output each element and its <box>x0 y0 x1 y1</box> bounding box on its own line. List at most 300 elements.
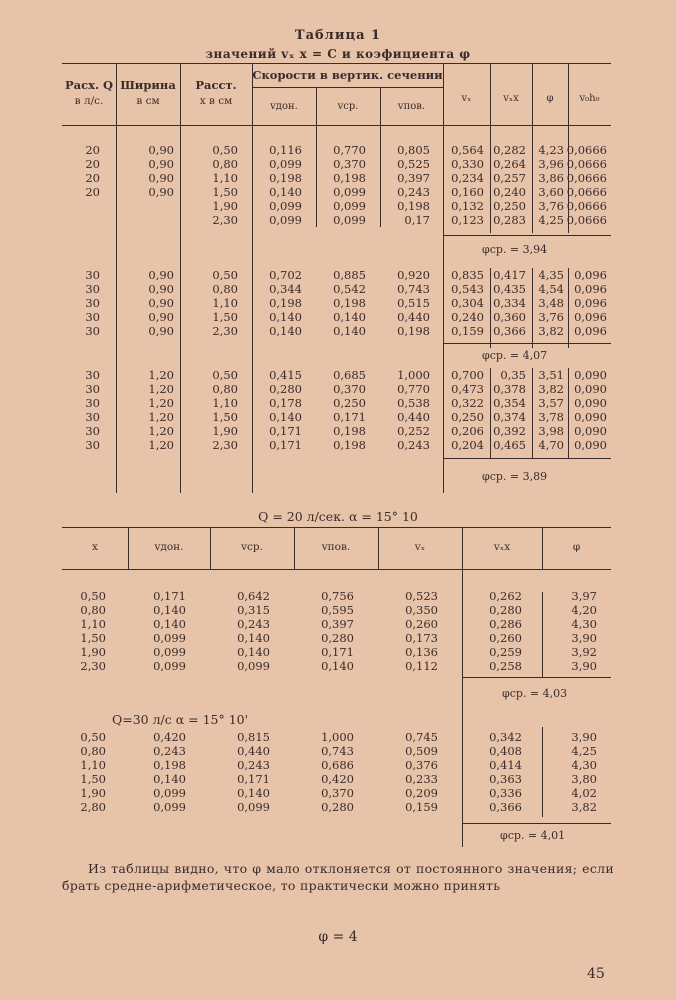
table-cell: 2,80 <box>80 800 106 814</box>
table-cell: 3,82 <box>538 324 564 338</box>
table-cell: 0,140 <box>333 310 366 324</box>
header-v-bottom: vдон. <box>154 541 184 553</box>
table-cell: 0,099 <box>153 786 186 800</box>
table-cell: 0,0666 <box>566 199 607 213</box>
table-cell: 0,756 <box>321 589 354 603</box>
table-cell: 0,116 <box>269 143 302 157</box>
table-row <box>62 171 611 185</box>
phi-average: φср. = 4,01 <box>500 829 566 842</box>
table-cell: 0,243 <box>397 438 430 452</box>
table-cell: 0,198 <box>397 324 430 338</box>
table-cell: 3,98 <box>538 424 564 438</box>
table-cell: 0,408 <box>489 744 522 758</box>
table-cell: 0,50 <box>80 730 106 744</box>
table-cell: 0,50 <box>212 143 238 157</box>
table-cell: 30 <box>85 396 100 410</box>
table-cell: 0,90 <box>148 185 174 199</box>
table-cell: 0,80 <box>212 157 238 171</box>
table-cell: 0,50 <box>212 268 238 282</box>
table-cell: 0,096 <box>574 296 607 310</box>
table-cell: 0,686 <box>321 758 354 772</box>
table-cell: 2,30 <box>212 438 238 452</box>
table-cell: 4,02 <box>571 786 597 800</box>
table-cell: 0,435 <box>493 282 526 296</box>
table-cell: 0,198 <box>397 199 430 213</box>
table-cell: 0,096 <box>574 324 607 338</box>
table-cell: 3,82 <box>538 382 564 396</box>
table-cell: 0,096 <box>574 268 607 282</box>
table-cell: 0,366 <box>493 324 526 338</box>
table-cell: 0,440 <box>397 310 430 324</box>
table-cell: 0,509 <box>405 744 438 758</box>
table-cell: 3,90 <box>571 631 597 645</box>
table-row <box>62 268 611 282</box>
table-cell: 0,283 <box>493 213 526 227</box>
table-cell: 0,280 <box>489 603 522 617</box>
table-cell: 0,243 <box>397 185 430 199</box>
table-cell: 0,264 <box>493 157 526 171</box>
table-cell: 0,17 <box>404 213 430 227</box>
table-cell: 4,54 <box>538 282 564 296</box>
table-cell: 0,099 <box>237 659 270 673</box>
table-cell: 0,206 <box>451 424 484 438</box>
table-cell: 0,90 <box>148 310 174 324</box>
table-cell: 0,374 <box>493 410 526 424</box>
table-border-top <box>62 63 611 64</box>
header-rule <box>62 569 611 570</box>
table-cell: 3,90 <box>571 659 597 673</box>
table-cell: 0,90 <box>148 157 174 171</box>
table-cell: 0,099 <box>237 800 270 814</box>
table-cell: 3,57 <box>538 396 564 410</box>
table-cell: 0,397 <box>321 617 354 631</box>
table-cell: 0,542 <box>333 282 366 296</box>
table-cell: 0,280 <box>269 382 302 396</box>
table-cell: 0,80 <box>212 282 238 296</box>
table-cell: 0,090 <box>574 438 607 452</box>
table-cell: 0,414 <box>489 758 522 772</box>
table-cell: 0,140 <box>269 324 302 338</box>
table-cell: 4,20 <box>571 603 597 617</box>
table-cell: 0,140 <box>269 185 302 199</box>
table-cell: 0,700 <box>451 368 484 382</box>
table-row <box>62 800 611 814</box>
table-cell: 0,473 <box>451 382 484 396</box>
table-cell: 0,420 <box>321 772 354 786</box>
table-cell: 3,80 <box>571 772 597 786</box>
table-cell: 0,80 <box>80 744 106 758</box>
table-cell: 1,10 <box>212 171 238 185</box>
phi-average: φср. = 3,94 <box>482 243 548 256</box>
table-cell: 1,20 <box>148 438 174 452</box>
table-cell: 0,415 <box>269 368 302 382</box>
table-cell: 4,70 <box>538 438 564 452</box>
table-cell: 0,515 <box>397 296 430 310</box>
table-cell: 0,0666 <box>566 185 607 199</box>
table-cell: 0,099 <box>269 199 302 213</box>
paragraph-text: Из таблицы видно, что φ мало отклоняется от постоянного значения; если брать средне-арифметическое, то практически можно принять <box>62 861 614 893</box>
table-cell: 0,159 <box>405 800 438 814</box>
header-vx: vₓ <box>461 93 472 104</box>
table-cell: 0,35 <box>500 368 526 382</box>
table-cell: 0,171 <box>153 589 186 603</box>
table-subtitle: значений vₓ x = C и коэфициента φ <box>205 47 471 61</box>
table-cell: 3,48 <box>538 296 564 310</box>
table-cell: 0,330 <box>451 157 484 171</box>
header-dist: Расст. x в см <box>195 78 237 107</box>
table-cell: 0,099 <box>333 213 366 227</box>
table-cell: 30 <box>85 296 100 310</box>
table-cell: 30 <box>85 410 100 424</box>
table-cell: 3,78 <box>538 410 564 424</box>
table-cell: 0,50 <box>80 589 106 603</box>
table-cell: 30 <box>85 368 100 382</box>
table-cell: 0,344 <box>269 282 302 296</box>
table-cell: 0,90 <box>148 282 174 296</box>
table-cell: 0,815 <box>237 730 270 744</box>
table-border-top <box>62 527 611 528</box>
table-cell: 0,198 <box>153 758 186 772</box>
table-cell: 0,90 <box>148 171 174 185</box>
table-cell: 0,096 <box>574 282 607 296</box>
table-cell: 0,140 <box>321 659 354 673</box>
table-cell: 0,885 <box>333 268 366 282</box>
table-cell: 0,171 <box>269 424 302 438</box>
table-cell: 30 <box>85 438 100 452</box>
table-cell: 0,204 <box>451 438 484 452</box>
table2-title: Q = 20 л/сек. α = 15° 10 <box>258 509 418 524</box>
table-2 <box>62 527 611 847</box>
table-cell: 0,440 <box>237 744 270 758</box>
table-cell: 0,258 <box>489 659 522 673</box>
body-paragraph <box>62 860 614 894</box>
header-v0h0: v₀h₀ <box>579 93 600 104</box>
table-cell: 0,140 <box>153 617 186 631</box>
table-cell: 0,90 <box>148 296 174 310</box>
table-cell: 3,76 <box>538 199 564 213</box>
table-cell: 0,099 <box>153 800 186 814</box>
table-cell: 0,280 <box>321 631 354 645</box>
table-cell: 0,538 <box>397 396 430 410</box>
table-cell: 0,099 <box>333 199 366 213</box>
table-cell: 1,90 <box>212 424 238 438</box>
table-cell: 3,92 <box>571 645 597 659</box>
table-cell: 0,099 <box>153 631 186 645</box>
phi-avg-rule <box>443 235 611 236</box>
table-cell: 0,304 <box>451 296 484 310</box>
table-row <box>62 410 611 424</box>
table-cell: 3,60 <box>538 185 564 199</box>
table-cell: 0,240 <box>451 310 484 324</box>
table-row <box>62 772 611 786</box>
table-cell: 0,090 <box>574 368 607 382</box>
table-cell: 0,090 <box>574 396 607 410</box>
table-cell: 0,370 <box>321 786 354 800</box>
table-cell: 0,132 <box>451 199 484 213</box>
table-cell: 0,243 <box>237 758 270 772</box>
table-cell: 0,260 <box>489 631 522 645</box>
table-cell: 0,523 <box>405 589 438 603</box>
table-cell: 3,86 <box>538 171 564 185</box>
header-v-avg: vср. <box>337 101 359 112</box>
table-cell: 1,90 <box>80 786 106 800</box>
table-cell: 30 <box>85 324 100 338</box>
table-cell: 0,159 <box>451 324 484 338</box>
header-rule <box>62 125 611 126</box>
table-cell: 0,140 <box>269 410 302 424</box>
phi-avg-rule <box>443 458 611 459</box>
table-row <box>62 157 611 171</box>
table-cell: 0,099 <box>153 659 186 673</box>
table-row <box>62 438 611 452</box>
table-cell: 0,260 <box>405 617 438 631</box>
table-cell: 0,178 <box>269 396 302 410</box>
table-row <box>62 730 611 744</box>
table-cell: 0,257 <box>493 171 526 185</box>
table-cell: 1,20 <box>148 396 174 410</box>
table-cell: 0,140 <box>269 310 302 324</box>
table-title: Таблица 1 <box>294 28 382 43</box>
table-cell: 0,171 <box>237 772 270 786</box>
table-row <box>62 368 611 382</box>
table-cell: 0,171 <box>333 410 366 424</box>
header-width: Ширина в см <box>120 78 176 107</box>
table-cell: 0,198 <box>333 296 366 310</box>
table-cell: 0,250 <box>333 396 366 410</box>
table-cell: 0,376 <box>405 758 438 772</box>
table-cell: 0,90 <box>148 268 174 282</box>
table-cell: 1,50 <box>212 310 238 324</box>
table-row <box>62 603 611 617</box>
table-cell: 0,136 <box>405 645 438 659</box>
table-cell: 0,360 <box>493 310 526 324</box>
table-cell: 0,0666 <box>566 213 607 227</box>
table-row <box>62 310 611 324</box>
table-cell: 1,50 <box>80 631 106 645</box>
header-phi: φ <box>572 541 581 553</box>
table-cell: 0,099 <box>269 213 302 227</box>
table-row <box>62 282 611 296</box>
table-cell: 0,096 <box>574 310 607 324</box>
table-cell: 0,280 <box>321 800 354 814</box>
table-row <box>62 199 611 213</box>
table-cell: 0,240 <box>493 185 526 199</box>
table-cell: 0,171 <box>269 438 302 452</box>
table-cell: 0,099 <box>269 157 302 171</box>
phi-average: φср. = 4,07 <box>482 349 548 362</box>
table-cell: 1,50 <box>212 410 238 424</box>
phi-avg-rule <box>462 677 611 678</box>
table-cell: 30 <box>85 268 100 282</box>
table-cell: 0,233 <box>405 772 438 786</box>
table-cell: 30 <box>85 382 100 396</box>
table-cell: 30 <box>85 282 100 296</box>
table-cell: 0,112 <box>405 659 438 673</box>
table-cell: 0,835 <box>451 268 484 282</box>
table-cell: 20 <box>85 185 100 199</box>
table-cell: 4,25 <box>571 744 597 758</box>
table-row <box>62 758 611 772</box>
header-vxx: vₓx <box>503 93 519 104</box>
table-cell: 0,397 <box>397 171 430 185</box>
table-cell: 0,090 <box>574 410 607 424</box>
table-cell: 1,50 <box>80 772 106 786</box>
phi-average: φср. = 3,89 <box>482 470 548 483</box>
table-cell: 0,099 <box>153 645 186 659</box>
table-cell: 1,000 <box>397 368 430 382</box>
header-v-surface: vпов. <box>321 541 351 553</box>
table-cell: 0,315 <box>237 603 270 617</box>
table-row <box>62 645 611 659</box>
table-cell: 0,90 <box>148 143 174 157</box>
table-cell: 0,543 <box>451 282 484 296</box>
table-cell: 20 <box>85 171 100 185</box>
table-cell: 0,378 <box>493 382 526 396</box>
table-cell: 0,363 <box>489 772 522 786</box>
phi-average: φср. = 4,03 <box>502 687 568 700</box>
table-row <box>62 659 611 673</box>
table-cell: 0,234 <box>451 171 484 185</box>
table-cell: 0,440 <box>397 410 430 424</box>
table-cell: 1,50 <box>212 185 238 199</box>
table-cell: 0,743 <box>397 282 430 296</box>
table-cell: 0,743 <box>321 744 354 758</box>
speeds-sub-rule <box>252 87 443 88</box>
header-vx: vₓ <box>414 541 426 553</box>
table-row <box>62 185 611 199</box>
table-cell: 0,342 <box>489 730 522 744</box>
table-row <box>62 143 611 157</box>
table-cell: 4,30 <box>571 758 597 772</box>
table-cell: 0,770 <box>397 382 430 396</box>
table-cell: 1,20 <box>148 410 174 424</box>
table-row <box>62 324 611 338</box>
table-cell: 0,262 <box>489 589 522 603</box>
table-cell: 0,090 <box>574 382 607 396</box>
table-row <box>62 424 611 438</box>
header-vxx: vₓx <box>493 541 511 553</box>
table-cell: 0,140 <box>237 786 270 800</box>
table-cell: 30 <box>85 424 100 438</box>
table-cell: 0,322 <box>451 396 484 410</box>
table-cell: 0,250 <box>451 410 484 424</box>
table-cell: 0,140 <box>153 603 186 617</box>
table-cell: 30 <box>85 310 100 324</box>
table-cell: 0,140 <box>237 645 270 659</box>
table-row <box>62 631 611 645</box>
table-cell: 1,10 <box>80 758 106 772</box>
header-x: x <box>92 541 98 553</box>
table-cell: 0,099 <box>333 185 366 199</box>
table-cell: 1,90 <box>212 199 238 213</box>
table-cell: 0,595 <box>321 603 354 617</box>
table-cell: 0,350 <box>405 603 438 617</box>
table-cell: 0,198 <box>333 171 366 185</box>
table-cell: 3,97 <box>571 589 597 603</box>
table-cell: 1,20 <box>148 368 174 382</box>
table-row <box>62 396 611 410</box>
phi-avg-rule <box>443 343 611 344</box>
table-cell: 0,370 <box>333 157 366 171</box>
table-row <box>62 382 611 396</box>
table-row <box>62 786 611 800</box>
table-cell: 0,417 <box>493 268 526 282</box>
table-cell: 1,10 <box>80 617 106 631</box>
table-cell: 0,171 <box>321 645 354 659</box>
header-v-avg: vср. <box>241 541 263 553</box>
table-cell: 2,30 <box>212 213 238 227</box>
table-cell: 0,198 <box>333 424 366 438</box>
table-row <box>62 744 611 758</box>
table-cell: 0,642 <box>237 589 270 603</box>
table-cell: 0,140 <box>333 324 366 338</box>
header-speeds: Скорости в вертик. сечении <box>252 68 443 82</box>
table-cell: 0,334 <box>493 296 526 310</box>
table-cell: 0,243 <box>153 744 186 758</box>
table-cell: 0,173 <box>405 631 438 645</box>
header-v-surface: vпов. <box>397 101 426 112</box>
header-q: Расх. Q в л/с. <box>65 78 113 107</box>
table-cell: 0,243 <box>237 617 270 631</box>
table-cell: 4,35 <box>538 268 564 282</box>
table2-subtitle: Q=30 л/с α = 15° 10' <box>112 712 249 727</box>
table-cell: 0,420 <box>153 730 186 744</box>
table-cell: 3,96 <box>538 157 564 171</box>
table-cell: 0,770 <box>333 143 366 157</box>
table-cell: 0,090 <box>574 424 607 438</box>
table-cell: 20 <box>85 143 100 157</box>
table-cell: 0,366 <box>489 800 522 814</box>
table-cell: 1,20 <box>148 424 174 438</box>
table-cell: 0,354 <box>493 396 526 410</box>
table-cell: 0,80 <box>212 382 238 396</box>
table-row <box>62 296 611 310</box>
table-cell: 1,10 <box>212 396 238 410</box>
phi-avg-rule <box>462 823 611 824</box>
table-cell: 3,90 <box>571 730 597 744</box>
table-cell: 0,80 <box>80 603 106 617</box>
table-cell: 0,392 <box>493 424 526 438</box>
table-row <box>62 213 611 227</box>
table-cell: 1,20 <box>148 382 174 396</box>
table-cell: 3,76 <box>538 310 564 324</box>
table-cell: 0,250 <box>493 199 526 213</box>
table-cell: 0,564 <box>451 143 484 157</box>
table-cell: 0,685 <box>333 368 366 382</box>
table-cell: 20 <box>85 157 100 171</box>
header-v-bottom: vдон. <box>270 101 298 112</box>
table-cell: 3,51 <box>538 368 564 382</box>
table-cell: 0,140 <box>153 772 186 786</box>
table-cell: 0,90 <box>148 324 174 338</box>
table-cell: 0,123 <box>451 213 484 227</box>
table-cell: 0,198 <box>269 171 302 185</box>
table-cell: 4,30 <box>571 617 597 631</box>
table-cell: 0,525 <box>397 157 430 171</box>
table-cell: 0,286 <box>489 617 522 631</box>
header-phi: φ <box>546 93 554 104</box>
table-cell: 4,23 <box>538 143 564 157</box>
table-cell: 0,140 <box>237 631 270 645</box>
table-cell: 1,000 <box>321 730 354 744</box>
table-1 <box>62 63 611 493</box>
table-cell: 0,160 <box>451 185 484 199</box>
table-cell: 0,198 <box>269 296 302 310</box>
table-cell: 0,259 <box>489 645 522 659</box>
table-cell: 0,282 <box>493 143 526 157</box>
table-row <box>62 617 611 631</box>
table-cell: 0,920 <box>397 268 430 282</box>
